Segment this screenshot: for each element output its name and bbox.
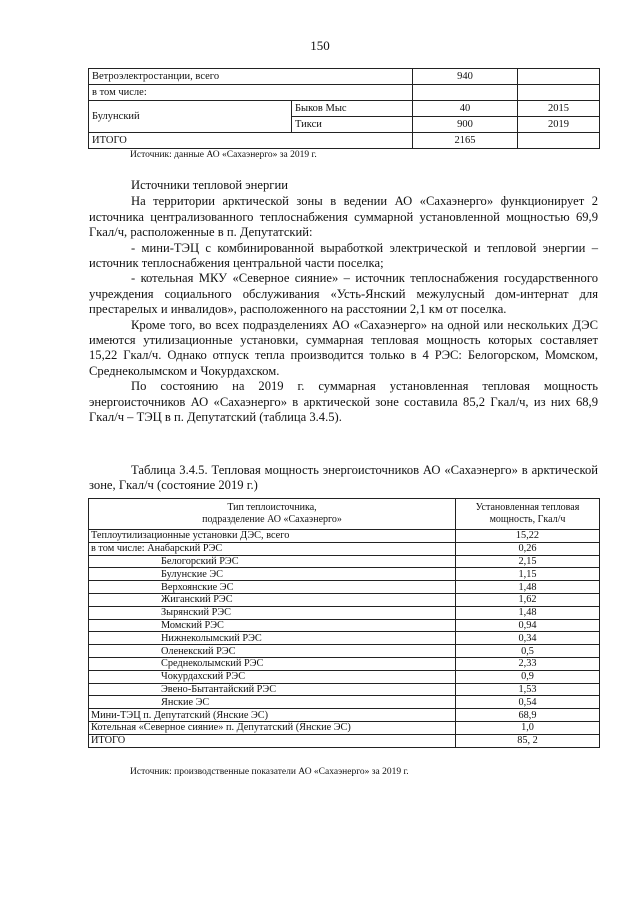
table-cell-value: 1,48 <box>456 581 600 594</box>
table2-source: Источник: производственные показатели АО «Сахаэнерго» за 2019 г. <box>130 767 409 777</box>
header-text: Установленная тепловая <box>475 502 580 513</box>
table-cell: 2019 <box>518 117 600 133</box>
table-cell-value: 0,94 <box>456 619 600 632</box>
table-cell <box>413 85 518 101</box>
table-header-row <box>89 499 600 530</box>
table-cell-label: Чокурдахский РЭС <box>89 670 456 683</box>
table-cell: Ветроэлектростанции, всего <box>89 69 413 85</box>
table-cell-label: Булунские ЭС <box>89 568 456 581</box>
paragraph: По состоянию на 2019 г. суммарная установленная тепловая мощность энергоисточников АО «Сахаэнерго» в арктической зоне составила 85,2 Гкал/ч, из них 68,9 Гкал/ч – ТЭЦ в п. Депутатский (таблица 3.4.5). <box>89 379 598 425</box>
header-cell-source <box>89 499 456 530</box>
table-cell-label: Оленекский РЭС <box>89 645 456 658</box>
table-cell-value: 0,34 <box>456 632 600 645</box>
table-cell-value: 1,48 <box>456 606 600 619</box>
heat-capacity-table <box>88 498 600 748</box>
table-cell-label: в том числе: Анабарский РЭС <box>89 542 456 555</box>
table-cell: в том числе: <box>89 85 413 101</box>
table-cell-value: 1,62 <box>456 593 600 606</box>
table-cell-value: 1,0 <box>456 721 600 734</box>
table-cell-label: Котельная «Северное сияние» п. Депутатский (Янские ЭС) <box>89 721 456 734</box>
paragraph: На территории арктической зоны в ведении АО «Сахаэнерго» функционирует 2 источника централизованного теплоснабжения суммарной установленной мощностью 69,9 Гкал/ч, расположенные в п. Депутатский: <box>89 194 598 240</box>
table-row <box>89 133 600 149</box>
table-cell-label: Янские ЭС <box>89 696 456 709</box>
table-cell: 940 <box>413 69 518 85</box>
table-cell-value: 1,15 <box>456 568 600 581</box>
table-cell: ИТОГО <box>89 133 413 149</box>
header-cell-capacity <box>456 499 600 530</box>
table-cell-value: 15,22 <box>456 530 600 543</box>
table-cell-value: 0,5 <box>456 645 600 658</box>
table-cell-value: 2,15 <box>456 555 600 568</box>
paragraph: Кроме того, во всех подразделениях АО «Сахаэнерго» на одной или нескольких ДЭС имеются утилизационные установки, суммарная тепловая мощность которых составляет 15,22 Гкал/ч. Однако отпуск тепла производится только в 4 РЭС: Белогорском, Момском, Среднеколымском и Чокурдахском. <box>89 317 598 378</box>
table-row <box>89 555 600 568</box>
table-cell-value: 0,54 <box>456 696 600 709</box>
page-number: 150 <box>310 38 330 53</box>
table-cell: Булунский <box>89 101 292 133</box>
table-cell-label: Момский РЭС <box>89 619 456 632</box>
table-cell: Быков Мыс <box>292 101 413 117</box>
wind-power-table <box>88 68 600 149</box>
table-row <box>89 657 600 670</box>
table-row <box>89 542 600 555</box>
table-row <box>89 670 600 683</box>
paragraph: - котельная МКУ «Северное сияние» – источник теплоснабжения государственного учреждения социального обслуживания «Усть-Янский межулусный дом-интернат для престарелых и инвалидов», расположенного на расстоянии 2,1 км от поселка. <box>89 271 598 317</box>
table-cell-label: Среднеколымский РЭС <box>89 657 456 670</box>
table-cell-label: Нижнеколымский РЭС <box>89 632 456 645</box>
table-cell <box>518 85 600 101</box>
table-row <box>89 696 600 709</box>
table-row <box>89 69 600 85</box>
table-cell: 2015 <box>518 101 600 117</box>
table-cell <box>518 69 600 85</box>
table-row <box>89 683 600 696</box>
table-cell-value: 68,9 <box>456 709 600 722</box>
table-cell-label: Теплоутилизационные установки ДЭС, всего <box>89 530 456 543</box>
table-row <box>89 581 600 594</box>
table-row <box>89 709 600 722</box>
table2-caption: Таблица 3.4.5. Тепловая мощность энергоисточников АО «Сахаэнерго» в арктической зоне, Гкал/ч (состояние 2019 г.) <box>89 463 598 492</box>
table-row <box>89 85 600 101</box>
table-row <box>89 645 600 658</box>
table-cell-label: Мини-ТЭЦ п. Депутатский (Янские ЭС) <box>89 709 456 722</box>
table-row <box>89 530 600 543</box>
table-row <box>89 721 600 734</box>
body-text <box>89 178 598 426</box>
header-text: мощность, Гкал/ч <box>489 514 566 525</box>
table-row <box>89 606 600 619</box>
table-cell: Тикси <box>292 117 413 133</box>
header-text: подразделение АО «Сахаэнерго» <box>202 514 342 525</box>
paragraph: - мини-ТЭЦ с комбинированной выработкой электрической и тепловой энергии – источник теплоснабжения центральной части поселка; <box>89 240 598 271</box>
table-row <box>89 593 600 606</box>
table-cell-value: 85, 2 <box>456 734 600 747</box>
header-text: Тип теплоисточника, <box>227 502 317 513</box>
table-cell-value: 0,26 <box>456 542 600 555</box>
table-cell-label: Жиганский РЭС <box>89 593 456 606</box>
table-row <box>89 619 600 632</box>
table-row <box>89 101 600 117</box>
table-cell-label: Зырянский РЭС <box>89 606 456 619</box>
table-row <box>89 568 600 581</box>
table-cell-label: Верхоянские ЭС <box>89 581 456 594</box>
table-cell-value: 1,53 <box>456 683 600 696</box>
table-cell-value: 0,9 <box>456 670 600 683</box>
table-cell-label: ИТОГО <box>89 734 456 747</box>
table-row <box>89 632 600 645</box>
table-cell: 40 <box>413 101 518 117</box>
table1-source: Источник: данные АО «Сахаэнерго» за 2019 г. <box>130 150 317 160</box>
table-row <box>89 734 600 747</box>
table-cell <box>518 133 600 149</box>
table-cell-label: Эвено-Бытантайский РЭС <box>89 683 456 696</box>
table-cell-label: Белогорский РЭС <box>89 555 456 568</box>
section-heading: Источники тепловой энергии <box>131 178 288 192</box>
table-cell: 2165 <box>413 133 518 149</box>
table-cell: 900 <box>413 117 518 133</box>
table-cell-value: 2,33 <box>456 657 600 670</box>
